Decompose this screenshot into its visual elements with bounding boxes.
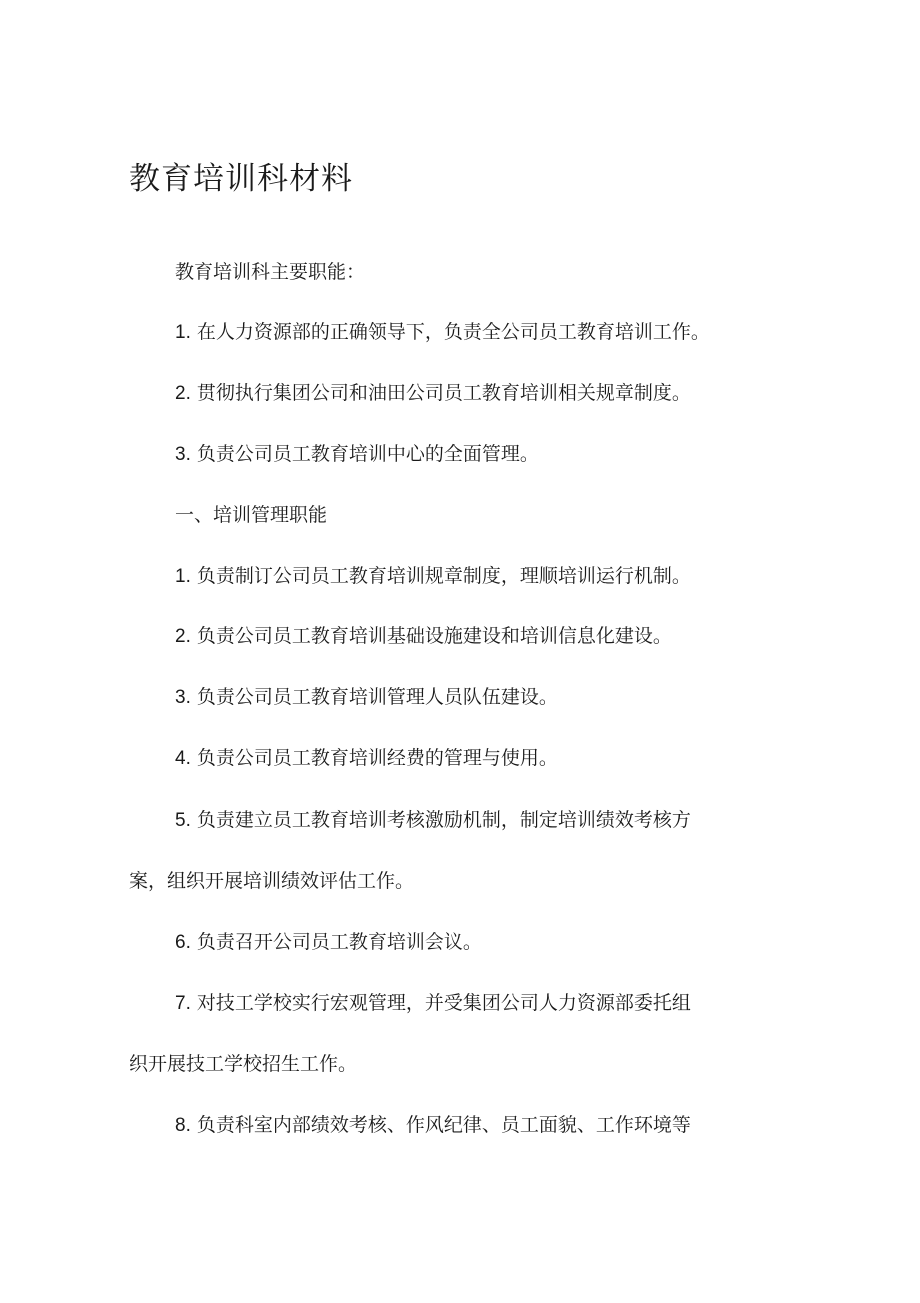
main-function-item <box>175 440 539 469</box>
section-item <box>175 683 558 712</box>
item-number: 7. <box>175 993 191 1014</box>
section-item <box>175 622 672 651</box>
item-text: 负责制订公司员工教育培训规章制度，理顺培训运行机制。 <box>196 565 691 587</box>
item-number: 2. <box>175 626 191 647</box>
item-number: 1. <box>175 322 191 343</box>
section-item <box>175 928 482 957</box>
item-text: 负责公司员工教育培训中心的全面管理。 <box>196 443 539 465</box>
section-item-continuation: 织开展技工学校招生工作。 <box>129 1053 358 1075</box>
section-item <box>175 989 691 1018</box>
item-text: 负责科室内部绩效考核、作风纪律、员工面貌、工作环境等 <box>196 1114 691 1136</box>
section-item <box>175 1111 691 1140</box>
item-number: 1. <box>175 566 191 587</box>
section-item-continuation: 案，组织开展培训绩效评估工作。 <box>129 870 415 892</box>
item-text: 负责建立员工教育培训考核激励机制，制定培训绩效考核方 <box>196 809 691 831</box>
section-item <box>175 562 691 591</box>
item-number: 2. <box>175 383 191 404</box>
item-text: 贯彻执行集团公司和油田公司员工教育培训相关规章制度。 <box>196 382 691 404</box>
item-number: 6. <box>175 932 191 953</box>
item-text: 负责召开公司员工教育培训会议。 <box>196 931 482 953</box>
section-item <box>175 806 691 835</box>
item-number: 4. <box>175 748 191 769</box>
main-function-item <box>175 379 691 408</box>
item-number: 3. <box>175 444 191 465</box>
item-text: 负责公司员工教育培训管理人员队伍建设。 <box>196 686 558 708</box>
item-text: 负责公司员工教育培训基础设施建设和培训信息化建设。 <box>196 625 672 647</box>
section-heading: 一、培训管理职能 <box>175 504 328 526</box>
intro-text: 教育培训科主要职能： <box>175 261 366 283</box>
section-item <box>175 744 558 773</box>
item-number: 8. <box>175 1115 191 1136</box>
item-text: 对技工学校实行宏观管理，并受集团公司人力资源部委托组 <box>196 992 691 1014</box>
main-function-item <box>175 318 710 347</box>
item-text: 在人力资源部的正确领导下，负责全公司员工教育培训工作。 <box>196 321 710 343</box>
item-number: 5. <box>175 810 191 831</box>
item-text: 负责公司员工教育培训经费的管理与使用。 <box>196 747 558 769</box>
page-title: 教育培训科材料 <box>129 161 353 197</box>
item-number: 3. <box>175 687 191 708</box>
